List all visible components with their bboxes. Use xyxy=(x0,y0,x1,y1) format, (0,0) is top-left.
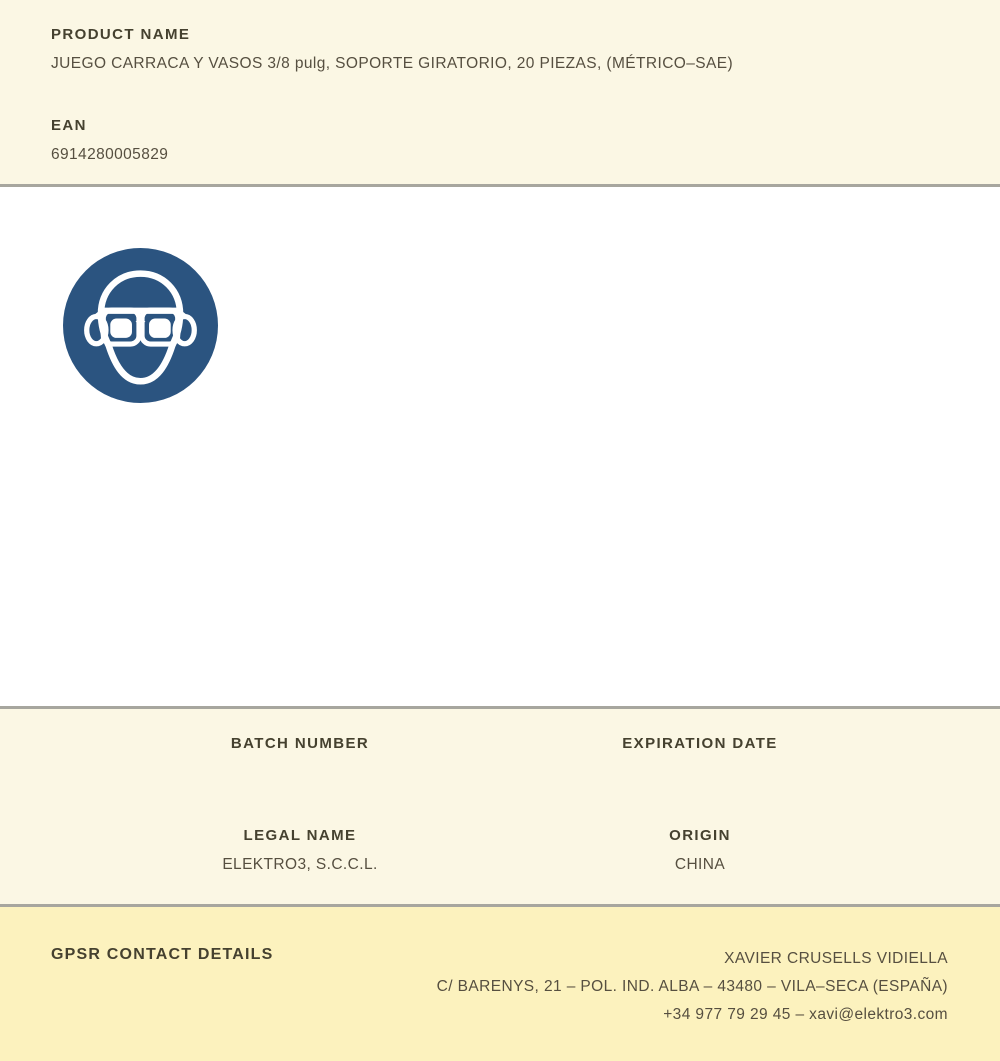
legal-name-label: LEGAL NAME xyxy=(243,827,357,844)
safety-pictogram-section xyxy=(0,248,1000,706)
contact-address: C/ BARENYS, 21 – POL. IND. ALBA – 43480 – VILA–SECA (ESPAÑA) xyxy=(436,978,948,995)
gpsr-contact-details xyxy=(437,945,948,1029)
right-lens xyxy=(149,319,171,338)
left-lens xyxy=(110,319,132,338)
product-name-value: JUEGO CARRACA Y VASOS 3/8 pulg, SOPORTE GIRATORIO, 20 PIEZAS, (MÉTRICO–SAE) xyxy=(51,55,734,72)
legal-name-value: ELEKTRO3, S.C.C.L. xyxy=(222,856,378,873)
expiration-date-field xyxy=(500,736,900,782)
origin-value: CHINA xyxy=(674,856,726,873)
contact-phone-email: +34 977 79 29 45 – xavi@elektro3.com xyxy=(663,1006,948,1023)
ean-field xyxy=(51,118,949,164)
expiration-date-label: EXPIRATION DATE xyxy=(622,735,778,752)
ean-value: 6914280005829 xyxy=(51,146,169,163)
details-section xyxy=(0,709,1000,904)
origin-field xyxy=(500,828,900,874)
product-info-section xyxy=(0,0,1000,184)
section-divider xyxy=(0,184,1000,187)
gpsr-contact-section xyxy=(0,907,1000,1061)
batch-number-value xyxy=(100,763,500,782)
ean-label: EAN xyxy=(51,117,87,134)
wear-eye-protection-icon xyxy=(63,248,218,403)
batch-number-label: BATCH NUMBER xyxy=(230,735,370,752)
expiration-date-value xyxy=(500,763,900,782)
eye-protection-pictogram xyxy=(63,248,218,403)
origin-label: ORIGIN xyxy=(669,827,731,844)
product-name-field xyxy=(51,27,949,73)
legal-name-field xyxy=(100,828,500,874)
batch-number-field xyxy=(100,736,500,782)
product-name-label: PRODUCT NAME xyxy=(51,26,191,43)
contact-name: XAVIER CRUSELLS VIDIELLA xyxy=(724,950,948,967)
gpsr-contact-label: GPSR CONTACT DETAILS xyxy=(51,946,274,963)
